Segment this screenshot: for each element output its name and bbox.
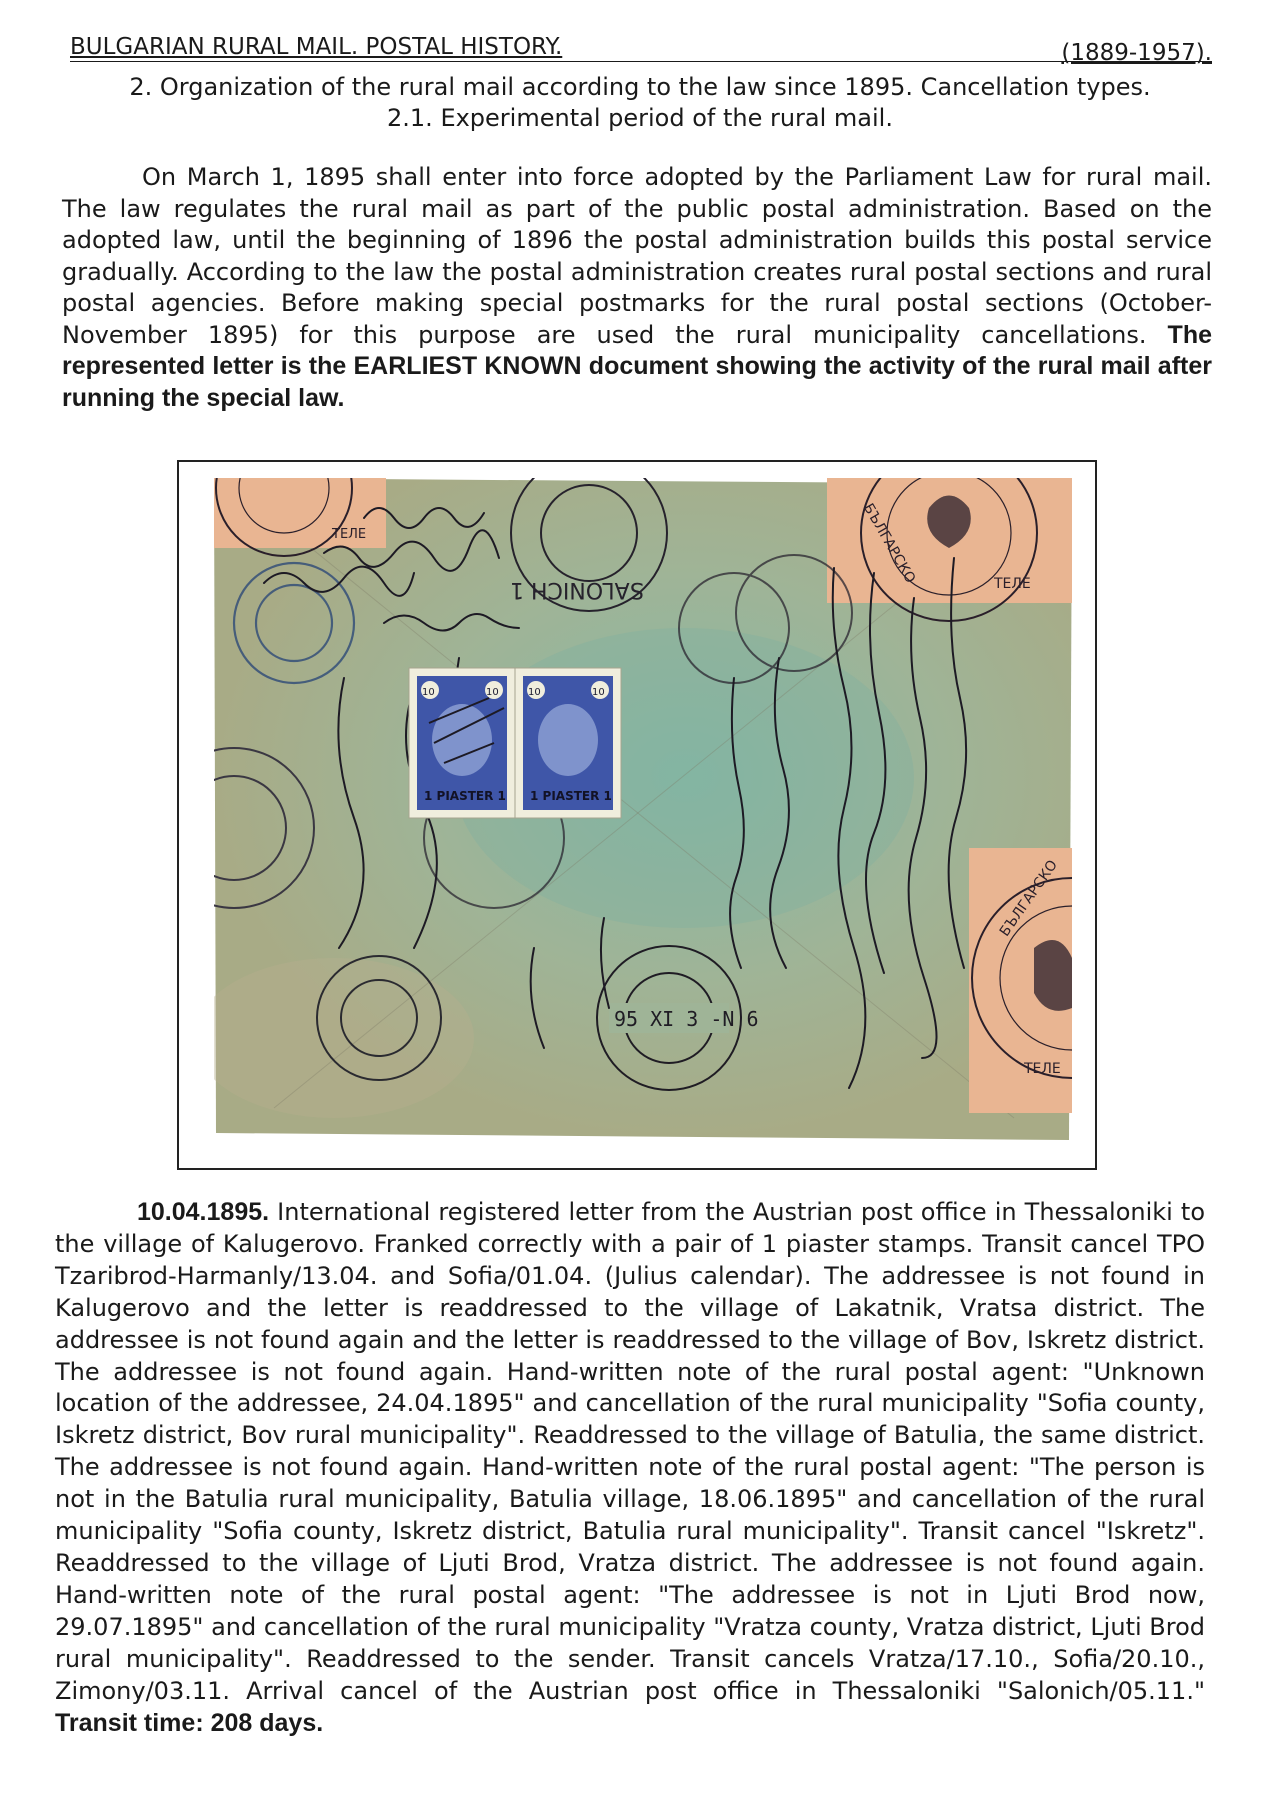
intro-text: On March 1, 1895 shall enter into force adopted by the Parliament Law for rural mail. The law regulates the rural mail as part of the public postal administration. Based on the adopted law, until the beginning of 1896 the postal administration builds this postal service gradually. According to the law the postal administration creates rural postal sections and rural postal agencies. Before making special postmarks for the rural postal sections (October-November 1895) for this purpose are used the rural municipality cancellations.	[62, 163, 1212, 349]
page-years: (1889-1957).	[1061, 40, 1212, 66]
svg-text:95 XI 3 -N 6: 95 XI 3 -N 6	[614, 1007, 759, 1031]
svg-text:ТЕЛЕ: ТЕЛЕ	[1024, 1061, 1061, 1077]
svg-text:1 PIASTER 1: 1 PIASTER 1	[530, 789, 612, 803]
svg-text:БЪЛГАРСКО: БЪЛГАРСКО	[859, 500, 919, 586]
intro-paragraph	[62, 162, 1212, 414]
label-right	[969, 848, 1072, 1113]
label-top-right	[827, 478, 1072, 621]
stamp-pair	[409, 668, 621, 818]
svg-text:10: 10	[592, 687, 605, 698]
cover-illustration	[214, 478, 1072, 1140]
svg-text:10: 10	[486, 687, 499, 698]
page-title: BULGARIAN RURAL MAIL. POSTAL HISTORY.	[70, 34, 563, 60]
svg-text:1 PIASTER 1: 1 PIASTER 1	[424, 789, 506, 803]
section-heading: 2. Organization of the rural mail according to the law since 1895. Cancellation types.	[129, 73, 1151, 101]
intro-bold-text: The represented letter is the EARLIEST KNOWN document showing the activity of the rural mail after running the special law.	[62, 320, 1212, 412]
caption-date: 10.04.1895.	[137, 1198, 270, 1226]
caption-paragraph	[55, 1197, 1205, 1739]
svg-text:10: 10	[528, 687, 541, 698]
svg-text:БЪЛГАРСКО: БЪЛГАРСКО	[996, 857, 1062, 940]
section-subheading: 2.1. Experimental period of the rural mail.	[387, 104, 893, 132]
svg-text:SALONICH 1: SALONICH 1	[509, 577, 644, 602]
svg-text:ТЕЛЕ: ТЕЛЕ	[994, 576, 1031, 592]
caption-text: International registered letter from the Austrian post office in Thessaloniki to the village of Kalugerovo. Franked correctly with a pair of 1 piaster stamps. Transit cancel TPO Tzaribrod-Harmanly/13.04. and Sofia/01.04. (Julius calendar). The addressee is not found in Kalugerovo and the letter is readdressed to the village of Lakatnik, Vratsa district. The addressee is not found again and the letter is readdressed to the village of Bov, Iskretz district. The addressee is not found again. Hand-written note of the rural postal agent: "Unknown location of the addressee, 24.04.1895" and cancellation of the rural municipality "Sofia county, Iskretz district, Bov rural municipality". Readdressed to the village of Batulia, the same district. The addressee is not found again. Hand-written note of the rural postal agent: "The person is not in the Batulia rural municipality, Batulia village, 18.06.1895" and cancellation of the rural municipality "Sofia county, Iskretz district, Batulia rural municipality". Transit cancel "Iskretz". Readdressed to the village of Ljuti Brod, Vratza district. The addressee is not found again. Hand-written note of the rural postal agent: "The addressee is not in Ljuti Brod now, 29.07.1895" and cancellation of the rural municipality "Vratza county, Vratza district, Ljuti Brod rural municipality". Readdressed to the sender. Transit cancels Vratza/17.10., Sofia/20.10., Zimony/03.11. Arrival cancel of the Austrian post office in Thessaloniki "Salonich/05.11."	[55, 1198, 1205, 1705]
svg-text:10: 10	[422, 687, 435, 698]
cover-image	[214, 478, 1072, 1140]
svg-text:ТЕЛЕ: ТЕЛЕ	[332, 527, 367, 542]
page-header	[70, 30, 1212, 66]
caption-bold-text: Transit time: 208 days.	[55, 1708, 324, 1737]
label-top-left	[214, 478, 386, 556]
